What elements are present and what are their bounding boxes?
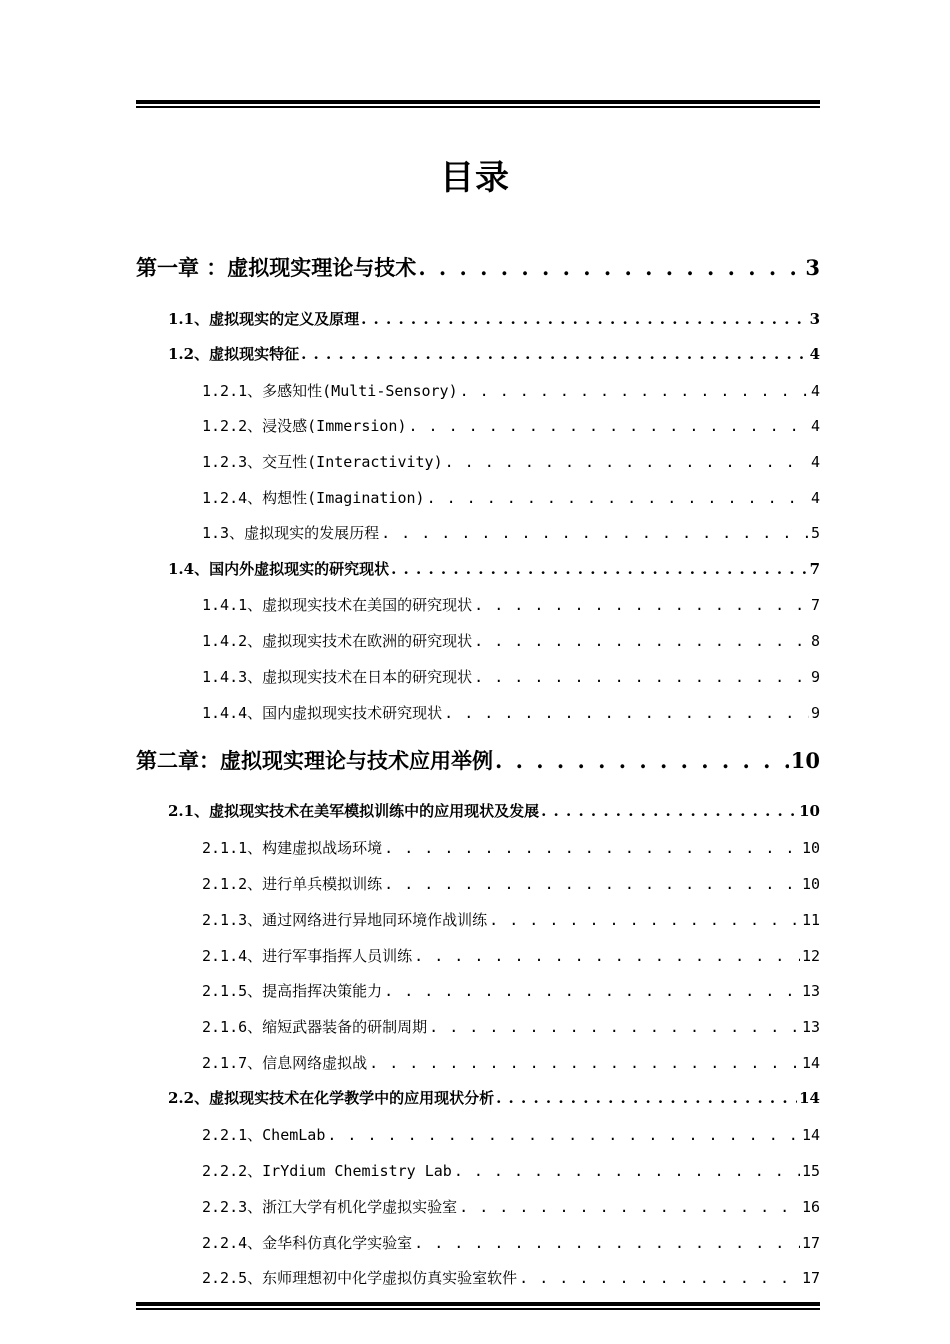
toc-entry-label: 1.4.2、虚拟现实技术在欧洲的研究现状 [202,632,473,650]
toc-entry-page-number: 14 [799,1089,820,1107]
toc-entry-label: 2.1.3、通过网络进行异地同环境作战训练 [202,911,488,929]
toc-entry-label: 2.2.1、ChemLab [202,1126,326,1144]
toc-entry-label: 1.4.4、国内虚拟现实技术研究现状 [202,704,443,722]
toc-entry-page-number: 4 [809,345,820,363]
toc-dot-leader [474,668,809,686]
toc-dot-leader [414,947,800,965]
toc-entry-label: 1.4.3、虚拟现实技术在日本的研究现状 [202,668,473,686]
toc-entry-page-number: 10 [801,875,820,893]
toc-dot-leader [384,982,800,1000]
page-title: 目录 [440,158,510,198]
toc-entry-page-number: 4 [810,453,820,471]
toc-entry-level-3[interactable] [202,980,820,1002]
toc-entry-level-2[interactable] [168,343,820,365]
toc-dot-leader [427,489,809,507]
toc-entry-label: 第一章 ：虚拟现实理论与技术 [136,255,417,280]
toc-entry-level-3[interactable] [202,909,820,931]
toc-entry-page-number: 17 [801,1269,820,1287]
toc-entry-level-3[interactable] [202,1232,820,1254]
toc-entry-level-3[interactable] [202,837,820,859]
toc-dot-leader [454,1162,800,1180]
toc-entry-page-number: 4 [810,489,820,507]
toc-dot-leader [496,1089,797,1107]
toc-entry-level-3[interactable] [202,380,820,402]
toc-entry-label: 1.3、虚拟现实的发展历程 [202,524,380,542]
toc-entry-label: 1.4、国内外虚拟现实的研究现状 [168,560,390,578]
toc-entry-page-number: 15 [801,1162,820,1180]
toc-entry-page-number: 10 [801,839,820,857]
toc-entry-level-3[interactable] [202,594,820,616]
toc-entry-page-number: 4 [810,382,820,400]
toc-dot-leader [409,417,809,435]
toc-dot-leader [474,596,809,614]
toc-entry-page-number: 13 [801,1018,820,1036]
toc-entry-level-3[interactable] [202,702,820,724]
toc-entry-level-2[interactable] [168,800,820,822]
toc-entry-page-number: 14 [801,1054,820,1072]
toc-entry-label: 1.4.1、虚拟现实技术在美国的研究现状 [202,596,473,614]
toc-entry-page-number: 3 [805,255,820,280]
toc-entry-page-number: 8 [810,632,820,650]
toc-entry-label: 1.2.2、浸没感(Immersion) [202,417,407,435]
toc-entry-label: 2.1.1、构建虚拟战场环境 [202,839,383,857]
toc-entry-label: 1.2.3、交互性(Interactivity) [202,453,443,471]
toc-entry-label: 2.1.7、信息网络虚拟战 [202,1054,368,1072]
toc-entry-level-2[interactable] [168,1087,820,1109]
toc-entry-level-2[interactable] [168,308,820,330]
toc-entry-level-3[interactable] [202,1016,820,1038]
toc-entry-page-number: 10 [799,802,820,820]
toc-dot-leader [495,748,789,773]
toc-entry-level-1[interactable] [136,745,820,775]
toc-dot-leader [384,875,800,893]
toc-entry-page-number: 17 [801,1234,820,1252]
toc-entry-page-number: 9 [810,668,820,686]
toc-entry-label: 1.2、虚拟现实特征 [168,345,300,363]
toc-entry-level-3[interactable] [202,522,820,544]
toc-dot-leader [519,1269,800,1287]
toc-dot-leader [361,310,807,328]
toc-entry-level-3[interactable] [202,415,820,437]
toc-entry-level-3[interactable] [202,1196,820,1218]
toc-entry-level-3[interactable] [202,1160,820,1182]
toc-entry-level-3[interactable] [202,1052,820,1074]
toc-entry-label: 2.2.2、IrYdium Chemistry Lab [202,1162,452,1180]
toc-dot-leader [301,345,807,363]
toc-entry-label: 2.2、虚拟现实技术在化学教学中的应用现状分析 [168,1089,495,1107]
bottom-double-rule [136,1302,820,1310]
toc-entry-page-number: 14 [801,1126,820,1144]
toc-dot-leader [369,1054,800,1072]
toc-entry-level-3[interactable] [202,666,820,688]
toc-entry-label: 1.1、虚拟现实的定义及原理 [168,310,360,328]
toc-dot-leader [384,839,800,857]
toc-entry-page-number: 9 [810,704,820,722]
toc-entry-level-3[interactable] [202,487,820,509]
toc-dot-leader [489,911,800,929]
toc-dot-leader [327,1126,800,1144]
toc-entry-level-3[interactable] [202,630,820,652]
toc-entry-label: 2.1.6、缩短武器装备的研制周期 [202,1018,428,1036]
toc-entry-label: 2.2.4、金华科仿真化学实验室 [202,1234,413,1252]
toc-dot-leader [414,1234,800,1252]
toc-entry-label: 2.1、虚拟现实技术在美军模拟训练中的应用现状及发展 [168,802,540,820]
toc-dot-leader [474,632,809,650]
toc-dot-leader [444,704,809,722]
toc-entry-label: 1.2.4、构想性(Imagination) [202,489,425,507]
toc-dot-leader [429,1018,800,1036]
toc-entry-page-number: 7 [809,560,820,578]
toc-entry-level-3[interactable] [202,451,820,473]
toc-entry-level-3[interactable] [202,1267,820,1289]
toc-entry-label: 2.2.5、东师理想初中化学虚拟仿真实验室软件 [202,1269,518,1287]
toc-dot-leader [541,802,797,820]
toc-entry-page-number: 3 [809,310,820,328]
toc-dot-leader [381,524,809,542]
toc-entry-label: 2.1.4、进行军事指挥人员训练 [202,947,413,965]
toc-entry-level-3[interactable] [202,1124,820,1146]
toc-entry-page-number: 5 [810,524,820,542]
toc-entry-page-number: 7 [810,596,820,614]
toc-entry-label: 2.2.3、浙江大学有机化学虚拟实验室 [202,1198,458,1216]
toc-entry-label: 2.1.2、进行单兵模拟训练 [202,875,383,893]
toc-dot-leader [445,453,809,471]
toc-entry-page-number: 12 [801,947,820,965]
toc-entry-level-2[interactable] [168,558,820,580]
toc-dot-leader [460,382,809,400]
toc-dot-leader [418,255,803,280]
toc-entry-page-number: 16 [801,1198,820,1216]
toc-entry-label: 1.2.1、多感知性(Multi-Sensory) [202,382,458,400]
toc-entry-page-number: 11 [801,911,820,929]
toc-entry-page-number: 10 [790,748,820,773]
toc-entry-level-3[interactable] [202,945,820,967]
toc-entry-label: 第二章：虚拟现实理论与技术应用举例 [136,748,493,773]
toc-entry-page-number: 13 [801,982,820,1000]
toc-entry-page-number: 4 [810,417,820,435]
toc-dot-leader [459,1198,800,1216]
toc-entry-label: 2.1.5、提高指挥决策能力 [202,982,383,1000]
toc-entry-level-1[interactable] [136,252,820,282]
toc-entry-level-3[interactable] [202,873,820,895]
toc-dot-leader [391,560,807,578]
